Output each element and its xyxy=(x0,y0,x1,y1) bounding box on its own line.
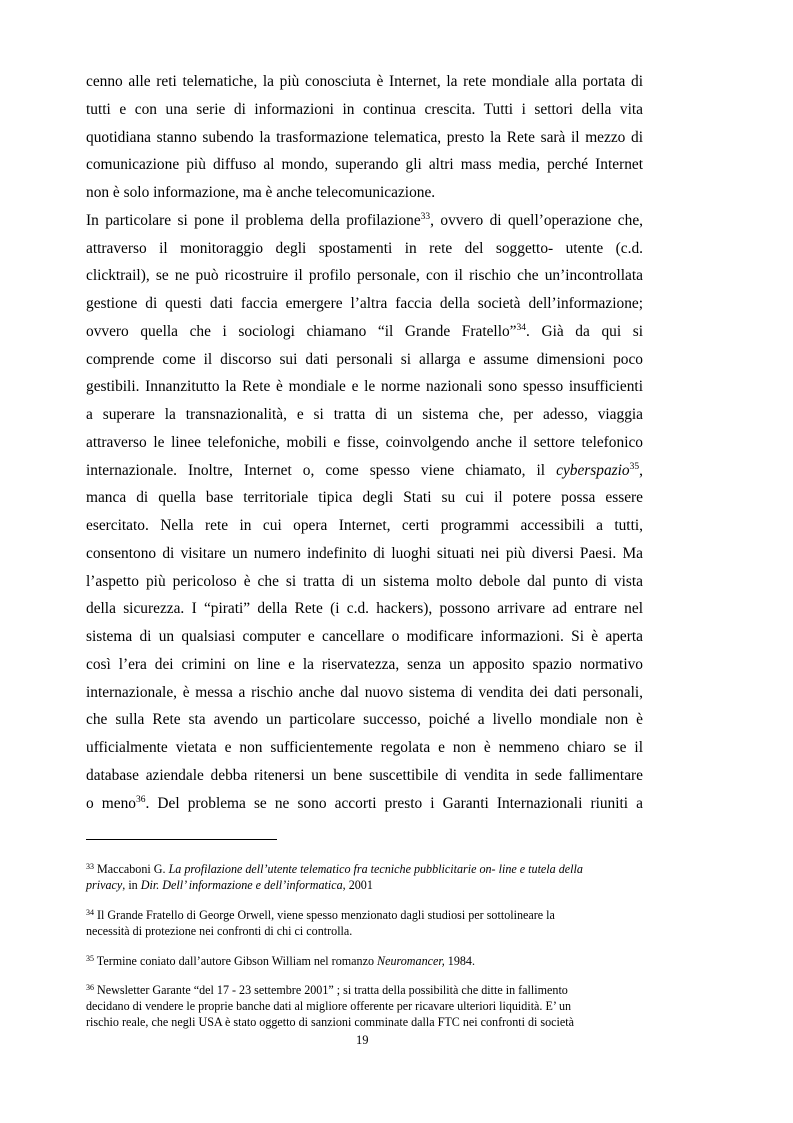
body-line xyxy=(86,572,643,592)
footnote-number: 33 xyxy=(86,862,94,871)
body-text-segment: manca di quella base territoriale tipica degli Stati su cui il potere possa essere xyxy=(86,489,643,507)
body-line xyxy=(86,710,643,730)
body-text-segment: gestione di questi dati faccia emergere l’altra faccia della società dell’informazione; xyxy=(86,295,643,312)
footnote-italic-text: La profilazione dell’utente telematico fra tecniche pubblicitarie on- line e tutela della xyxy=(168,862,583,876)
footnote-text: Il Grande Fratello di George Orwell, viene spesso menzionato dagli studiosi per sottolineare la xyxy=(94,908,555,922)
body-text-segment: ovvero quella che i sociologi chiamano “il Grande Fratello” xyxy=(86,322,517,340)
footnote-line xyxy=(86,877,638,893)
body-text-segment: database aziendale debba ritenersi un bene suscettibile di vendita in sede fallimentare xyxy=(86,766,643,784)
footnote-separator xyxy=(86,839,277,840)
body-text-segment: l’aspetto più pericoloso è che si tratta di un sistema molto debole dal punto di vista xyxy=(86,572,643,590)
body-line xyxy=(86,183,643,203)
body-line xyxy=(86,294,643,314)
body-line xyxy=(86,377,643,397)
footnote-36 xyxy=(86,982,638,1030)
body-text-segment: clicktrail), se ne può ricostruire il profilo personale, con il rischio che un’incontrollata xyxy=(86,267,643,285)
body-text-segment: così l’era dei crimini on line e la riservatezza, senza un apposito spazio normativo xyxy=(86,655,643,673)
body-text-segment: , xyxy=(639,461,643,479)
footnote-text: Termine coniato dall’autore Gibson William nel romanzo xyxy=(94,954,378,968)
footnote-ref: 33 xyxy=(420,211,431,222)
footnote-text: necessità di protezione nei confronti di chi ci controlla. xyxy=(86,924,353,938)
body-text-segment: o meno xyxy=(86,794,136,812)
body-line xyxy=(86,683,643,703)
body-text-segment: . Del problema se ne sono accorti presto i Garanti Internazionali riuniti a xyxy=(145,794,643,812)
footnote-italic-text: Dir. Dell’ informazione e dell’informatica xyxy=(140,878,343,892)
footnote-text: Newsletter Garante “del 17 - 23 settembre 2001” ; si tratta della possibilità che ditte in fallimento xyxy=(94,983,568,997)
body-line xyxy=(86,211,643,231)
footnote-35 xyxy=(86,953,638,969)
body-text-segment: , ovvero di quell’operazione che, xyxy=(430,211,643,229)
footnote-text: rischio reale, che negli USA è stato oggetto di sanzioni comminate dalla FTC nei confronti di società xyxy=(86,1015,574,1029)
footnote-34 xyxy=(86,907,638,939)
body-text-segment: sistema di un qualsiasi computer e cancellare o modificare informazioni. Si è aperta xyxy=(86,628,643,645)
body-line xyxy=(86,72,643,92)
footnote-text: decidano di vendere le proprie banche dati al migliore offerente per ricavare ulteriori liquidità. E’ un xyxy=(86,999,572,1013)
footnote-line xyxy=(86,1014,638,1030)
body-line xyxy=(86,239,643,259)
body-line xyxy=(86,627,643,647)
footnote-text: , 2001 xyxy=(342,878,373,892)
body-line xyxy=(86,544,643,564)
body-line xyxy=(86,599,643,619)
body-text-segment: della sicurezza. I “pirati” della Rete (i c.d. hackers), possono arrivare ad entrare nel xyxy=(86,600,643,618)
body-line xyxy=(86,516,643,536)
footnote-text: Maccaboni G. xyxy=(94,862,169,876)
footnote-text: 1984. xyxy=(444,954,475,968)
body-text-segment: ufficialmente vietata e non sufficientemente regolata e non è nemmeno chiaro se il xyxy=(86,739,643,756)
body-text-segment: consentono di visitare un numero indefinito di luoghi situati nei più diversi Paesi. Ma xyxy=(86,544,643,562)
body-text-segment: internazionale, è messa a rischio anche dal nuovo sistema di vendita dei dati personali, xyxy=(86,683,643,701)
body-line xyxy=(86,405,643,425)
footnote-line xyxy=(86,907,638,923)
footnote-ref: 36 xyxy=(135,794,146,805)
body-text-segment: gestibili. Innanzitutto la Rete è mondiale e le norme nazionali sono spesso insufficienti xyxy=(86,378,643,396)
body-text-segment: tutti e con una serie di informazioni in continua crescita. Tutti i settori della vita xyxy=(86,100,643,118)
footnote-number: 35 xyxy=(86,954,94,963)
footnote-line xyxy=(86,982,638,998)
footnote-line xyxy=(86,861,638,877)
body-line xyxy=(86,433,643,453)
footnote-line xyxy=(86,923,638,939)
body-line xyxy=(86,655,643,675)
body-text-segment: . Già da qui si xyxy=(526,322,643,340)
body-text-segment: a superare la transnazionalità, e si tratta di un sistema che, per adesso, viaggia xyxy=(86,406,643,423)
body-line xyxy=(86,766,643,786)
footnote-italic-text: Neuromancer, xyxy=(377,954,445,968)
body-line xyxy=(86,738,643,758)
body-text-segment: comprende come il discorso sui dati personali si allarga e assume dimensioni poco xyxy=(86,350,643,368)
body-text-segment: comunicazione più diffuso al mondo, superando gli altri mass media, perché Internet xyxy=(86,156,643,174)
footnote-line xyxy=(86,953,638,969)
footnote-ref: 34 xyxy=(516,322,527,333)
body-line xyxy=(86,794,643,814)
body-text-segment: attraverso le linee telefoniche, mobili e fisse, coinvolgendo anche il settore telefonico xyxy=(86,433,643,451)
footnote-text: , in xyxy=(122,878,141,892)
body-line xyxy=(86,350,643,370)
body-text-segment: non è solo informazione, ma è anche telecomunicazione. xyxy=(86,184,436,201)
body-text-segment: In particolare si pone il problema della profilazione xyxy=(86,211,421,229)
body-text-segment: internazionale. Inoltre, Internet o, come spesso viene chiamato, il xyxy=(86,461,557,479)
page-number: 19 xyxy=(356,1033,369,1047)
body-line xyxy=(86,100,643,120)
italic-term: cyberspazio xyxy=(556,461,630,479)
footnote-33 xyxy=(86,861,638,893)
body-line xyxy=(86,266,643,286)
body-line xyxy=(86,128,643,148)
body-line xyxy=(86,155,643,175)
body-text-segment: esercitato. Nella rete in cui opera Internet, certi programmi accessibili a tutti, xyxy=(86,517,643,534)
body-line xyxy=(86,488,643,508)
body-text-segment: che sulla Rete sta avendo un particolare successo, poiché a livello mondiale non è xyxy=(86,711,643,729)
body-text-segment: cenno alle reti telematiche, la più conosciuta è Internet, la rete mondiale alla portata di xyxy=(86,73,643,90)
body-text-segment: quotidiana stanno subendo la trasformazione telematica, presto la Rete sarà il mezzo di xyxy=(86,128,643,146)
footnote-number: 34 xyxy=(86,908,94,917)
body-line xyxy=(86,461,643,481)
footnote-italic-text: privacy xyxy=(86,878,123,892)
body-line xyxy=(86,322,643,342)
body-text-segment: attraverso il monitoraggio degli spostamenti in rete del soggetto- utente (c.d. xyxy=(86,239,643,257)
footnote-ref: 35 xyxy=(629,461,640,472)
footnote-number: 36 xyxy=(86,983,94,992)
footnote-line xyxy=(86,998,638,1014)
